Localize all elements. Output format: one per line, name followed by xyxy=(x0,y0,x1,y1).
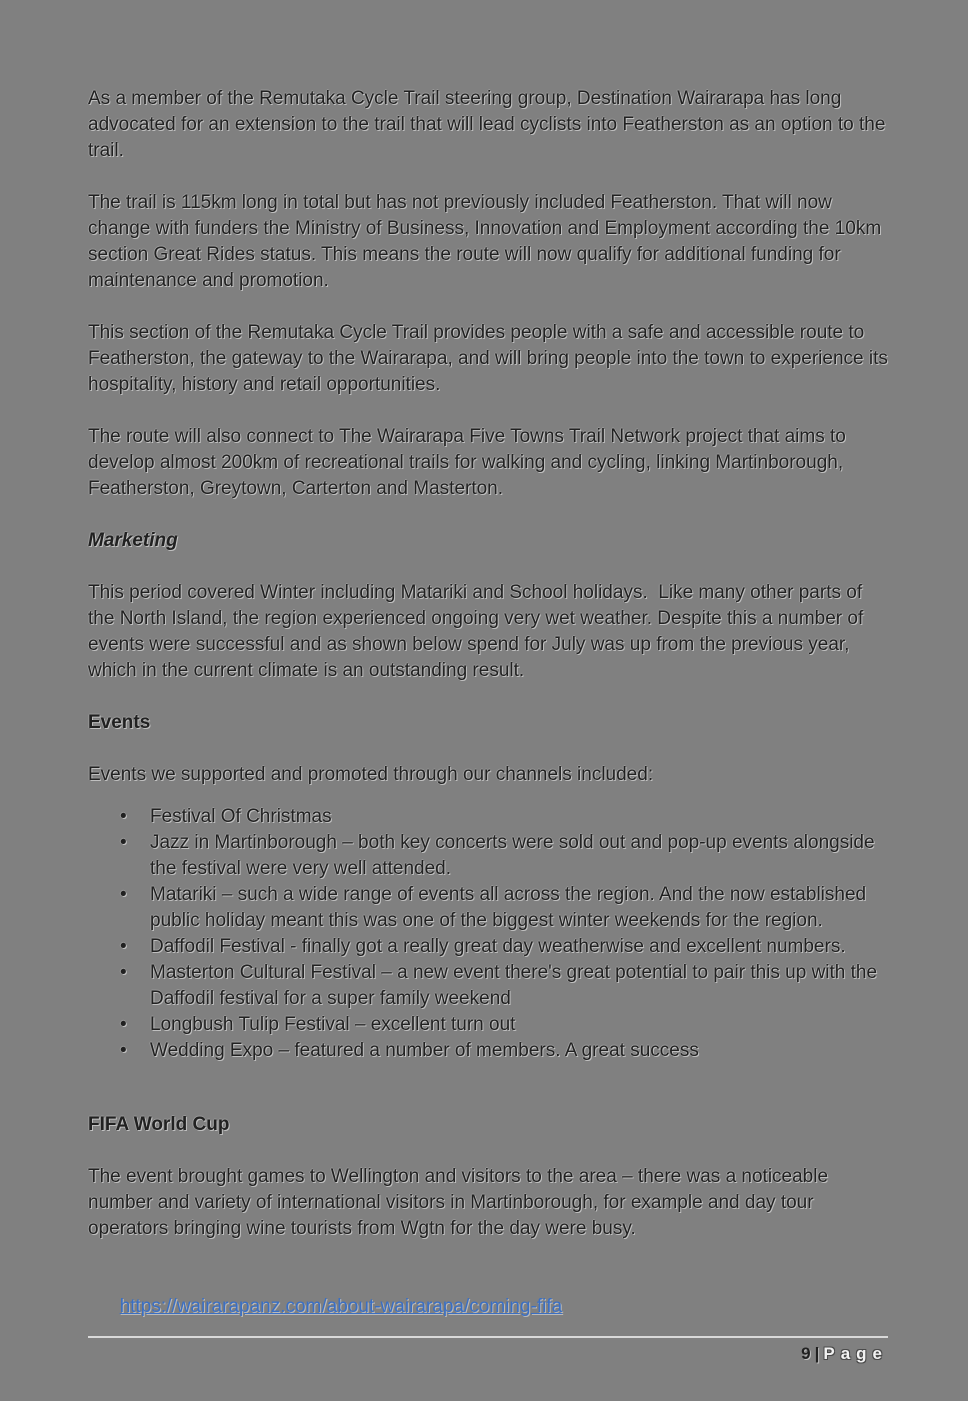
footer-divider xyxy=(88,1336,888,1338)
paragraph-trail-length: The trail is 115km long in total but has not previously included Featherston. That will now change with funders the Ministry of Business, Innovation and Employment according the 10km section Great Rides status. This means the route will now qualify for additional funding for maintenance and promotion. xyxy=(88,192,887,291)
heading-marketing: Marketing xyxy=(88,530,178,551)
page-number: 9 xyxy=(801,1344,811,1363)
list-item-text: Wedding Expo – featured a number of members. A great success xyxy=(150,1040,699,1061)
list-item xyxy=(88,934,888,960)
list-item xyxy=(88,882,888,934)
list-item-text: Masterton Cultural Festival – a new event there's great potential to pair this up with the Daffodil festival for a super family weekend xyxy=(150,962,878,1009)
paragraph-remutaka-intro: As a member of the Remutaka Cycle Trail steering group, Destination Wairarapa has long advocated for an extension to the trail that will lead cyclists into Featherston as an option to the trail. xyxy=(88,88,891,161)
paragraph-events-intro: Events we supported and promoted through our channels included: xyxy=(88,764,654,785)
list-item-text: Festival Of Christmas xyxy=(150,806,332,827)
heading-fifa-world-cup: FIFA World Cup xyxy=(88,1114,230,1135)
list-item xyxy=(88,960,888,1012)
paragraph-trail-section: This section of the Remutaka Cycle Trail provides people with a safe and accessible route to Featherston, the gateway to the Wairarapa, and will bring people into the town to experience its hospitality, history and retail opportunities. xyxy=(88,322,894,395)
paragraph-marketing-period: This period covered Winter including Matariki and School holidays. Like many other parts of the North Island, the region experienced ongoing very wet weather. Despite this a number of events were successful and as shown below spend for July was up from the previous year, which in the current climate is an outstanding result. xyxy=(88,582,869,681)
page-content xyxy=(88,86,894,1372)
paragraph-fifa: The event brought games to Wellington and visitors to the area – there was a noticeable number and variety of international visitors in Martinborough, for example and day tour operators bringing wine tourists from Wgtn for the day were busy. xyxy=(88,1166,834,1239)
footer-page-indicator xyxy=(88,1343,888,1365)
list-item xyxy=(88,1012,888,1038)
list-item xyxy=(88,1038,888,1064)
list-item-text: Matariki – such a wide range of events all across the region. And the now established public holiday meant this was one of the biggest winter weekends for the region. xyxy=(150,884,867,931)
list-item xyxy=(88,804,888,830)
events-list xyxy=(88,804,888,1064)
link-paragraph xyxy=(88,1268,888,1346)
page-footer xyxy=(88,1336,888,1365)
heading-events: Events xyxy=(88,712,151,733)
list-item-text: Longbush Tulip Festival – excellent turn out xyxy=(150,1014,516,1035)
list-item xyxy=(88,830,888,882)
list-item-text: Daffodil Festival - finally got a really great day weatherwise and excellent numbers. xyxy=(150,936,846,957)
footer-separator: | xyxy=(814,1344,820,1363)
footer-page-label: Page xyxy=(823,1344,888,1363)
wairarapa-fifa-link[interactable]: https://wairarapanz.com/about-wairarapa/coming-fifa xyxy=(119,1296,563,1317)
paragraph-five-towns: The route will also connect to The Wairarapa Five Towns Trail Network project that aims to develop almost 200km of recreational trails for walking and cycling, linking Martinborough, Featherston, Greytown, Carterton and Masterton. xyxy=(88,426,852,499)
list-item-text: Jazz in Martinborough – both key concerts were sold out and pop-up events alongside the festival were very well attended. xyxy=(150,832,875,879)
